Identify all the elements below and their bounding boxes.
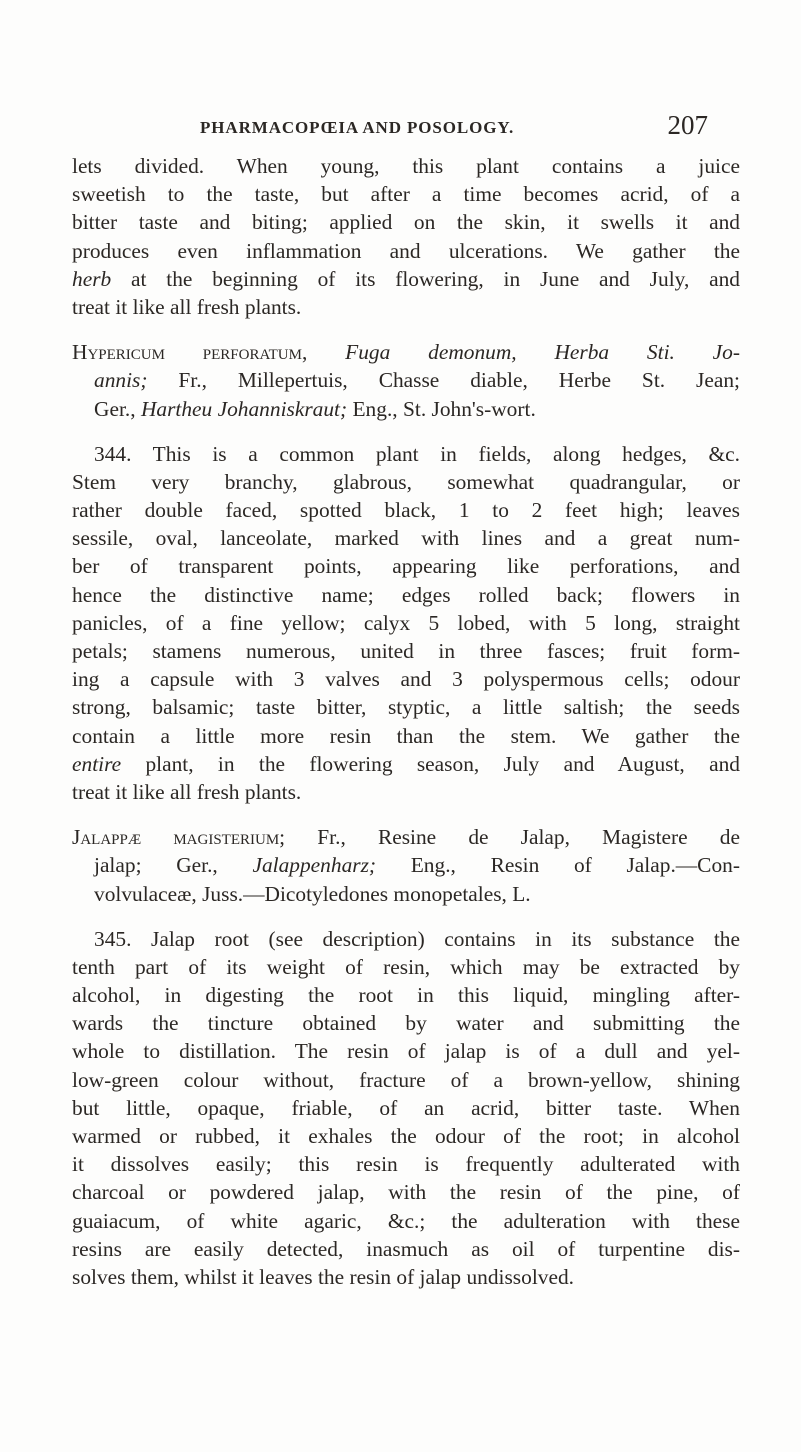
- italic-term: herb: [72, 266, 112, 291]
- text-run: plant, in the flowering season, July and August, and: [145, 751, 740, 776]
- text-line: panicles, of a fine yellow; calyx 5 lobed, with 5 long, straight: [72, 610, 740, 635]
- text-line: [72, 366, 740, 394]
- italic-term: entire: [72, 751, 122, 776]
- running-title: PHARMACOPŒIA AND POSOLOGY.: [200, 118, 515, 137]
- text-line: charcoal or powdered jalap, with the resin of the pine, of: [72, 1180, 740, 1205]
- text-line: rather double faced, spotted black, 1 to 2 feet high; leaves: [72, 498, 740, 523]
- text-line: but little, opaque, friable, of an acrid, bitter taste. When: [72, 1095, 740, 1120]
- text-line: volvulaceæ, Juss.—Dicotyledones monopetales, L.: [94, 881, 531, 906]
- text-line: treat it like all fresh plants.: [72, 294, 302, 319]
- page-number: 207: [667, 110, 708, 140]
- text-line: sessile, oval, lanceolate, marked with lines and a great num-: [72, 526, 740, 551]
- paragraph-gap: [72, 321, 740, 338]
- paragraph-gap: [72, 423, 740, 440]
- text-line: [72, 265, 740, 293]
- latin-name: Jalappæ magisterium;: [72, 825, 286, 850]
- text-line: resins are easily detected, inasmuch as oil of turpentine dis-: [72, 1236, 740, 1261]
- text-line: strong, balsamic; taste bitter, styptic, a little saltish; the seeds: [72, 695, 740, 720]
- running-head: [168, 112, 708, 146]
- paragraph-345: [72, 925, 740, 1291]
- text-line: [72, 338, 740, 366]
- text-line: warmed or rubbed, it exhales the odour of the root; in alcohol: [72, 1124, 740, 1148]
- body-text: [72, 152, 740, 1291]
- italic-synonym: Jalappenharz;: [252, 853, 377, 878]
- text-run: Ger.,: [94, 396, 136, 421]
- text-line: ber of transparent points, appearing like perforations, and: [72, 554, 740, 579]
- text-line: 344. This is a common plant in fields, along hedges, &c.: [94, 441, 740, 466]
- text-run: Eng., St. John's-wort.: [352, 396, 536, 421]
- italic-synonym: Hartheu Johanniskraut;: [140, 396, 348, 421]
- text-line: wards the tincture obtained by water and submitting the: [72, 1011, 740, 1036]
- text-line: tenth part of its weight of resin, which may be extracted by: [72, 954, 740, 979]
- text-line: bitter taste and biting; applied on the skin, it swells it and: [72, 210, 740, 235]
- text-run: at the beginning of its flowering, in June and July, and: [131, 266, 740, 291]
- text-line: [72, 750, 740, 778]
- text-line: lets divided. When young, this plant contains a juice: [72, 154, 740, 178]
- text-line: whole to distillation. The resin of jalap is of a dull and yel-: [72, 1039, 740, 1064]
- text-line: ing a capsule with 3 valves and 3 polyspermous cells; odour: [72, 667, 740, 692]
- text-run: Fr., Resine de Jalap, Magistere de: [317, 825, 740, 850]
- text-line: contain a little more resin than the stem. We gather the: [72, 723, 740, 748]
- text-line: alcohol, in digesting the root in this liquid, mingling after-: [72, 983, 740, 1008]
- text-line: it dissolves easily; this resin is frequently adulterated with: [72, 1152, 740, 1177]
- text-line: [72, 851, 740, 879]
- text-line: solves them, whilst it leaves the resin of jalap undissolved.: [72, 1264, 575, 1289]
- latin-name: Hypericum perforatum,: [72, 340, 308, 365]
- text-run: jalap; Ger.,: [94, 853, 218, 878]
- text-line: 345. Jalap root (see description) contains in its substance the: [94, 926, 740, 951]
- paragraph-continuation: [72, 152, 740, 321]
- text-line: petals; stamens numerous, united in three fasces; fruit form-: [72, 639, 740, 663]
- text-run: Fr., Millepertuis, Chasse diable, Herbe St. Jean;: [178, 368, 740, 393]
- text-run: Eng., Resin of Jalap.—Con-: [410, 853, 740, 878]
- text-line: low-green colour without, fracture of a brown-yellow, shining: [72, 1067, 740, 1092]
- text-line: guaiacum, of white agaric, &c.; the adulteration with these: [72, 1208, 740, 1233]
- entry-heading-jalappae: [72, 823, 740, 908]
- text-line: [72, 395, 740, 423]
- text-line: [72, 823, 740, 851]
- text-line: produces even inflammation and ulcerations. We gather the: [72, 238, 740, 263]
- paragraph-344: [72, 440, 740, 806]
- paragraph-gap: [72, 806, 740, 823]
- paragraph-gap: [72, 908, 740, 925]
- italic-synonym: annis;: [94, 368, 148, 393]
- text-line: treat it like all fresh plants.: [72, 779, 302, 804]
- text-line: Stem very branchy, glabrous, somewhat quadrangular, or: [72, 469, 740, 494]
- text-line: sweetish to the taste, but after a time becomes acrid, of a: [72, 182, 740, 207]
- entry-heading-hypericum: [72, 338, 740, 423]
- italic-synonym: Fuga demonum, Herba Sti. Jo-: [345, 340, 740, 365]
- text-line: hence the distinctive name; edges rolled back; flowers in: [72, 582, 740, 607]
